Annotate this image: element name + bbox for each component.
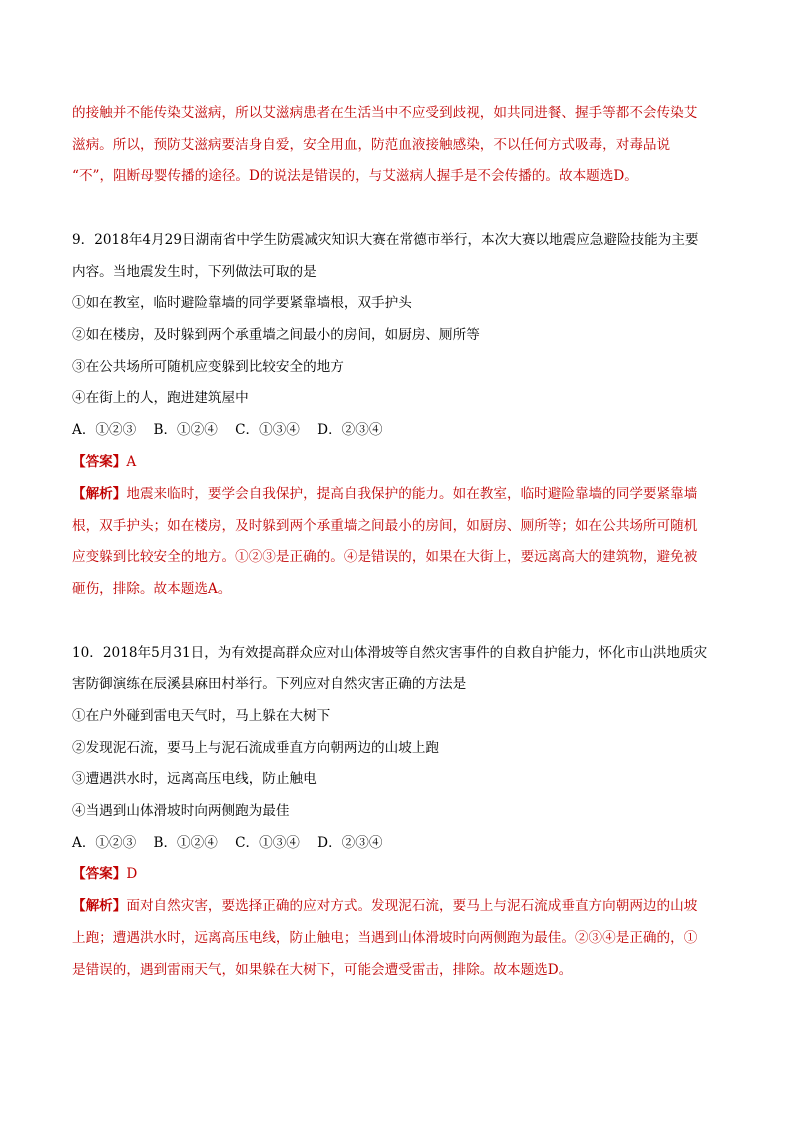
q10-option-item: ③遭遇洪水时，远离高压电线，防止触电 <box>72 771 317 787</box>
q9-option-item: ④在街上的人，跑进建筑屋中 <box>72 390 249 406</box>
analysis-text: 地震来临时，要学会自我保护，提高自我保护的能力。如在教室，临时避险靠墙的同学要紧靠墙 <box>126 486 698 502</box>
q9-option-item: ③在公共场所可随机应变躲到比较安全的地方 <box>72 359 344 375</box>
q10-answer <box>72 864 137 884</box>
q10-option-item: ④当遇到山体滑坡时向两侧跑为最佳 <box>72 803 290 819</box>
answer-value: A <box>126 454 137 470</box>
q10-analysis-line <box>72 896 697 916</box>
q10-option-item: ②发现泥石流，要马上与泥石流成垂直方向朝两边的山坡上跑 <box>72 740 440 756</box>
q9-stem-line: 内容。当地震发生时，下列做法可取的是 <box>72 264 317 280</box>
analysis-tag: 【解析】 <box>72 486 127 502</box>
q9-choices: A．①②③ B．①②④ C．①③④ D．②③④ <box>72 422 383 438</box>
q9-analysis-line: 根，双手护头；如在楼房，及时躲到两个承重墙之间最小的房间，如厨房、厕所等；如在公共场所可随机 <box>72 518 698 534</box>
intro-explanation-line: 的接触并不能传染艾滋病，所以艾滋病患者在生活当中不应受到歧视，如共同进餐、握手等都不会传染艾 <box>72 105 698 121</box>
answer-tag: 【答案】 <box>72 454 127 470</box>
answer-tag: 【答案】 <box>72 866 127 882</box>
analysis-text: 面对自然灾害，要选择正确的应对方式。发现泥石流，要马上与泥石流成垂直方向朝两边的山坡 <box>126 898 698 914</box>
q9-stem-line: 9．2018年4月29日湖南省中学生防震减灾知识大赛在常德市举行，本次大赛以地震应急避险技能为主要 <box>72 232 699 248</box>
analysis-tag: 【解析】 <box>72 898 127 914</box>
q9-analysis-line: 应变躲到比较安全的地方。①②③是正确的。④是错误的，如果在大街上，要远离高大的建筑物，避免被 <box>72 549 698 565</box>
q9-option-item: ①如在教室，临时避险靠墙的同学要紧靠墙根，双手护头 <box>72 295 412 311</box>
q10-stem-line: 10．2018年5月31日，为有效提高群众应对山体滑坡等自然灾害事件的自救自护能力，怀化市山洪地质灾 <box>72 645 708 661</box>
q10-choices: A．①②③ B．①②④ C．①③④ D．②③④ <box>72 835 383 851</box>
q9-analysis-line: 砸伤，排除。故本题选A。 <box>72 581 232 597</box>
q9-answer <box>72 452 136 472</box>
intro-explanation-line: 滋病。所以，预防艾滋病要洁身自爱，安全用血，防范血液接触感染，不以任何方式吸毒，对毒品说 <box>72 137 671 153</box>
q10-analysis-line: 是错误的，遇到雷雨天气，如果躲在大树下，可能会遭受雷击，排除。故本题选D。 <box>72 962 573 978</box>
q9-analysis-line <box>72 484 697 504</box>
intro-explanation-line: “不”，阻断母婴传播的途径。D的说法是错误的，与艾滋病人握手是不会传播的。故本题选D。 <box>72 168 638 184</box>
q9-option-item: ②如在楼房，及时躲到两个承重墙之间最小的房间，如厨房、厕所等 <box>72 327 480 343</box>
q10-stem-line: 害防御演练在辰溪县麻田村举行。下列应对自然灾害正确的方法是 <box>72 676 467 692</box>
answer-value: D <box>126 866 138 882</box>
q10-option-item: ①在户外碰到雷电天气时，马上躲在大树下 <box>72 708 331 724</box>
q10-analysis-line: 上跑；遭遇洪水时，远离高压电线，防止触电；当遇到山体滑坡时向两侧跑为最佳。②③④是正确的，① <box>72 930 698 946</box>
